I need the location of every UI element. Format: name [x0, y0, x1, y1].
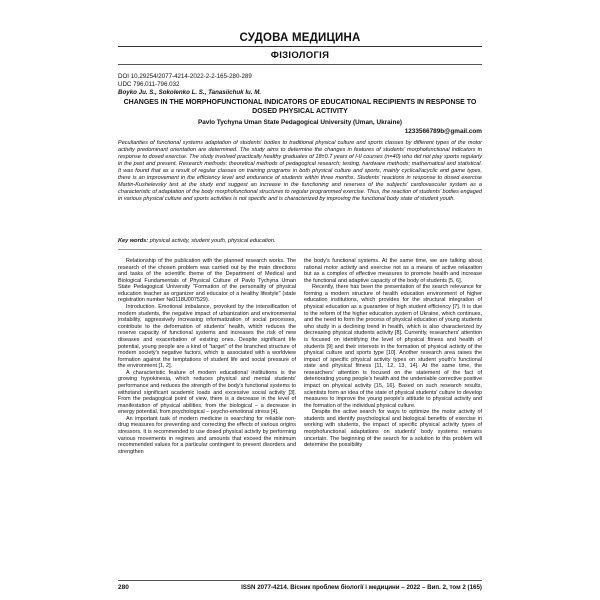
body-column-left [118, 258, 296, 576]
body-paragraph: An important task of modern medicine is searching for reliable non-drug measures for preventing and correcting the effects of various origins stressors. It is recommended to use dosed physical activity by performing various movements in regimes and amounts that exceed the minimum recommended values for a particular contingent to prevent disorders and strengthen [118, 415, 296, 455]
contact-email: 1233566789b@gmail.com [404, 128, 482, 135]
authors: Boyko Ju. S., Sokolenko L. S., Tanasiichuk Iu. M. [118, 89, 262, 96]
header-rule [118, 46, 482, 47]
footer-journal-info: ISSN 2077-4214. Вісник проблем біології і медицини – 2022 – Вип. 2, том 2 (165) [241, 584, 482, 591]
keywords-text: physical activity, student youth, physical education. [149, 238, 276, 244]
body-paragraph: Recently, there has been the presentation of the search relevance for forming a modern structure of health education environment of higher education institutions, which provides for the structural integration of physical education as a guarantee of high student efficiency [7]. It is due to the reform of the higher education system of Ukraine, which continues, and the need to form the process of physical education of young students who study in a declining trend in health, which is also characterized by decreasing physical students activity [8]. Currently, researchers' attention is focused on identifying the level of physical fitness and health of students [9] and their interests in the formation of physical activity of the physical culture and sports type [10]. Another research area raises the impact of specific physical activity types on student youth's functional state and physical fitness [11, 12, 13, 14]. At the same time, the researchers' attention is focused on the statement of the fact of deteriorating young people's health and the undeniable corrective positive impact on physical activity [15, 16]. Based on such research results, scientists form an idea of the state of physical students' culture to develop measures to improve the young people's attitude to physical activity and the formation of the individual physical culture. [304, 284, 482, 409]
body-paragraph: Despite the active search for ways to optimize the motor activity of students and identify psychological and biological benefits of exercise in working with students, the impact of specific physical activity types of morphofunctional adaptations on students' body systems remains uncertain. The beginning of the search for a solution to this problem will determine the possibility [304, 409, 482, 449]
keywords [118, 238, 482, 245]
udc: UDC 796.011-796.032 [118, 81, 180, 88]
section-rule [118, 64, 482, 65]
affiliation: Pavlo Tychyna Uman State Pedagogical University (Uman, Ukraine) [197, 119, 403, 126]
footer-rule [118, 580, 482, 581]
body-paragraph: Introduction. Emotional imbalance, provoked by the intensification of modern students, the negative impact of urbanization and environmental instability, aggressively increasing informatization of social processes, contribute to the deformation of students' health, which reduces the reserve capacity of functional systems and increases the risk of new diseases and exacerbation of existing ones. Despite significant life potential, young people are a kind of "target" of the branched structure of modern society's negative factors, which is associated with a worldview formation against the temptations of student life and social pressure of the environment [1, 2]. [118, 304, 296, 370]
journal-title: СУДОВА МЕДИЦИНА [239, 32, 361, 44]
body-paragraph: A characteristic feature of modern educational institutions is the growing hypokinesia, which reduces physical and mental students' performance and reduces the strength of the body's functional systems to withstand significant academic loads and excessive social activity [3]. From the pedagogical point of view, there is a decrease in the level of manifestation of physical abilities, from the biological – a decrease in energy potential, from psychological – psycho-emotional stress [4]. [118, 369, 296, 416]
doi: DOI 10.29254/2077-4214-2022-2-2-165-280-289 [118, 73, 252, 80]
keywords-label: Key words: [118, 238, 149, 244]
section-title: ФІЗІОЛОГІЯ [270, 50, 330, 61]
body-column-right [304, 258, 482, 576]
body-paragraph: the body's functional systems. At the same time, we are talking about rational motor activity and exercise not as a means of active relaxation but as a complex of effective measures to promote health and increase the functional and adaptive capacity of the body of students [5, 6]. [304, 258, 482, 284]
body-paragraph: Relationship of the publication with the planned research works. The research of the chosen problem was carried out by the main directions and tasks of the scientific theme of the Department of Medical and Biological Fundamentals of Physical Culture of Pavlo Tychyna Uman State Pedagogical University "Formation of the personality of physical education teacher as organizer and educator of a healthy lifestyle" (state registration number №0118U007529). [118, 258, 296, 304]
paper-title: CHANGES IN THE MORPHOFUNCTIONAL INDICATORS OF EDUCATIONAL RECIPIENTS IN RESPONSE TO DOSED PHYSICAL ACTIVITY [123, 99, 477, 115]
page-number: 280 [118, 584, 129, 591]
abstract-separator [118, 249, 482, 250]
abstract: Peculiarities of functional systems adaptation of students’ bodies to traditional physical culture and sports classes by different types of the motor activity predominant orientation are determined. The study aims to determine the changes in features of students’ morphofunctional indicators in response to dosed exercise. The study involved practically healthy graduates of 18±0.7 years of I-II courses (n=40) who did not play sports regularly in the past and present. Research methods: theoretical methods of pedagogical research; testing, hardware methods; mathematical and statistical. It was found that as a result of regular classes on training programs in both physical culture and sports, mainly cyclical/acyclic and game types, there is an improvement in the efficiency level and endurance of students within three months. Students’ reactions in response to dosed exercise Martin-Kushelevsky test at the study end suggest an increase in the functioning and reserves of the subjects’ cardiovascular system as a characteristic of adaptation of the body morphofunctional structures to regular programmed exercise. Thus, the reaction of students’ bodies engaged in various physical culture and sports activities is not specific and is characterized by improving the functional body state of student youth. [118, 140, 482, 203]
